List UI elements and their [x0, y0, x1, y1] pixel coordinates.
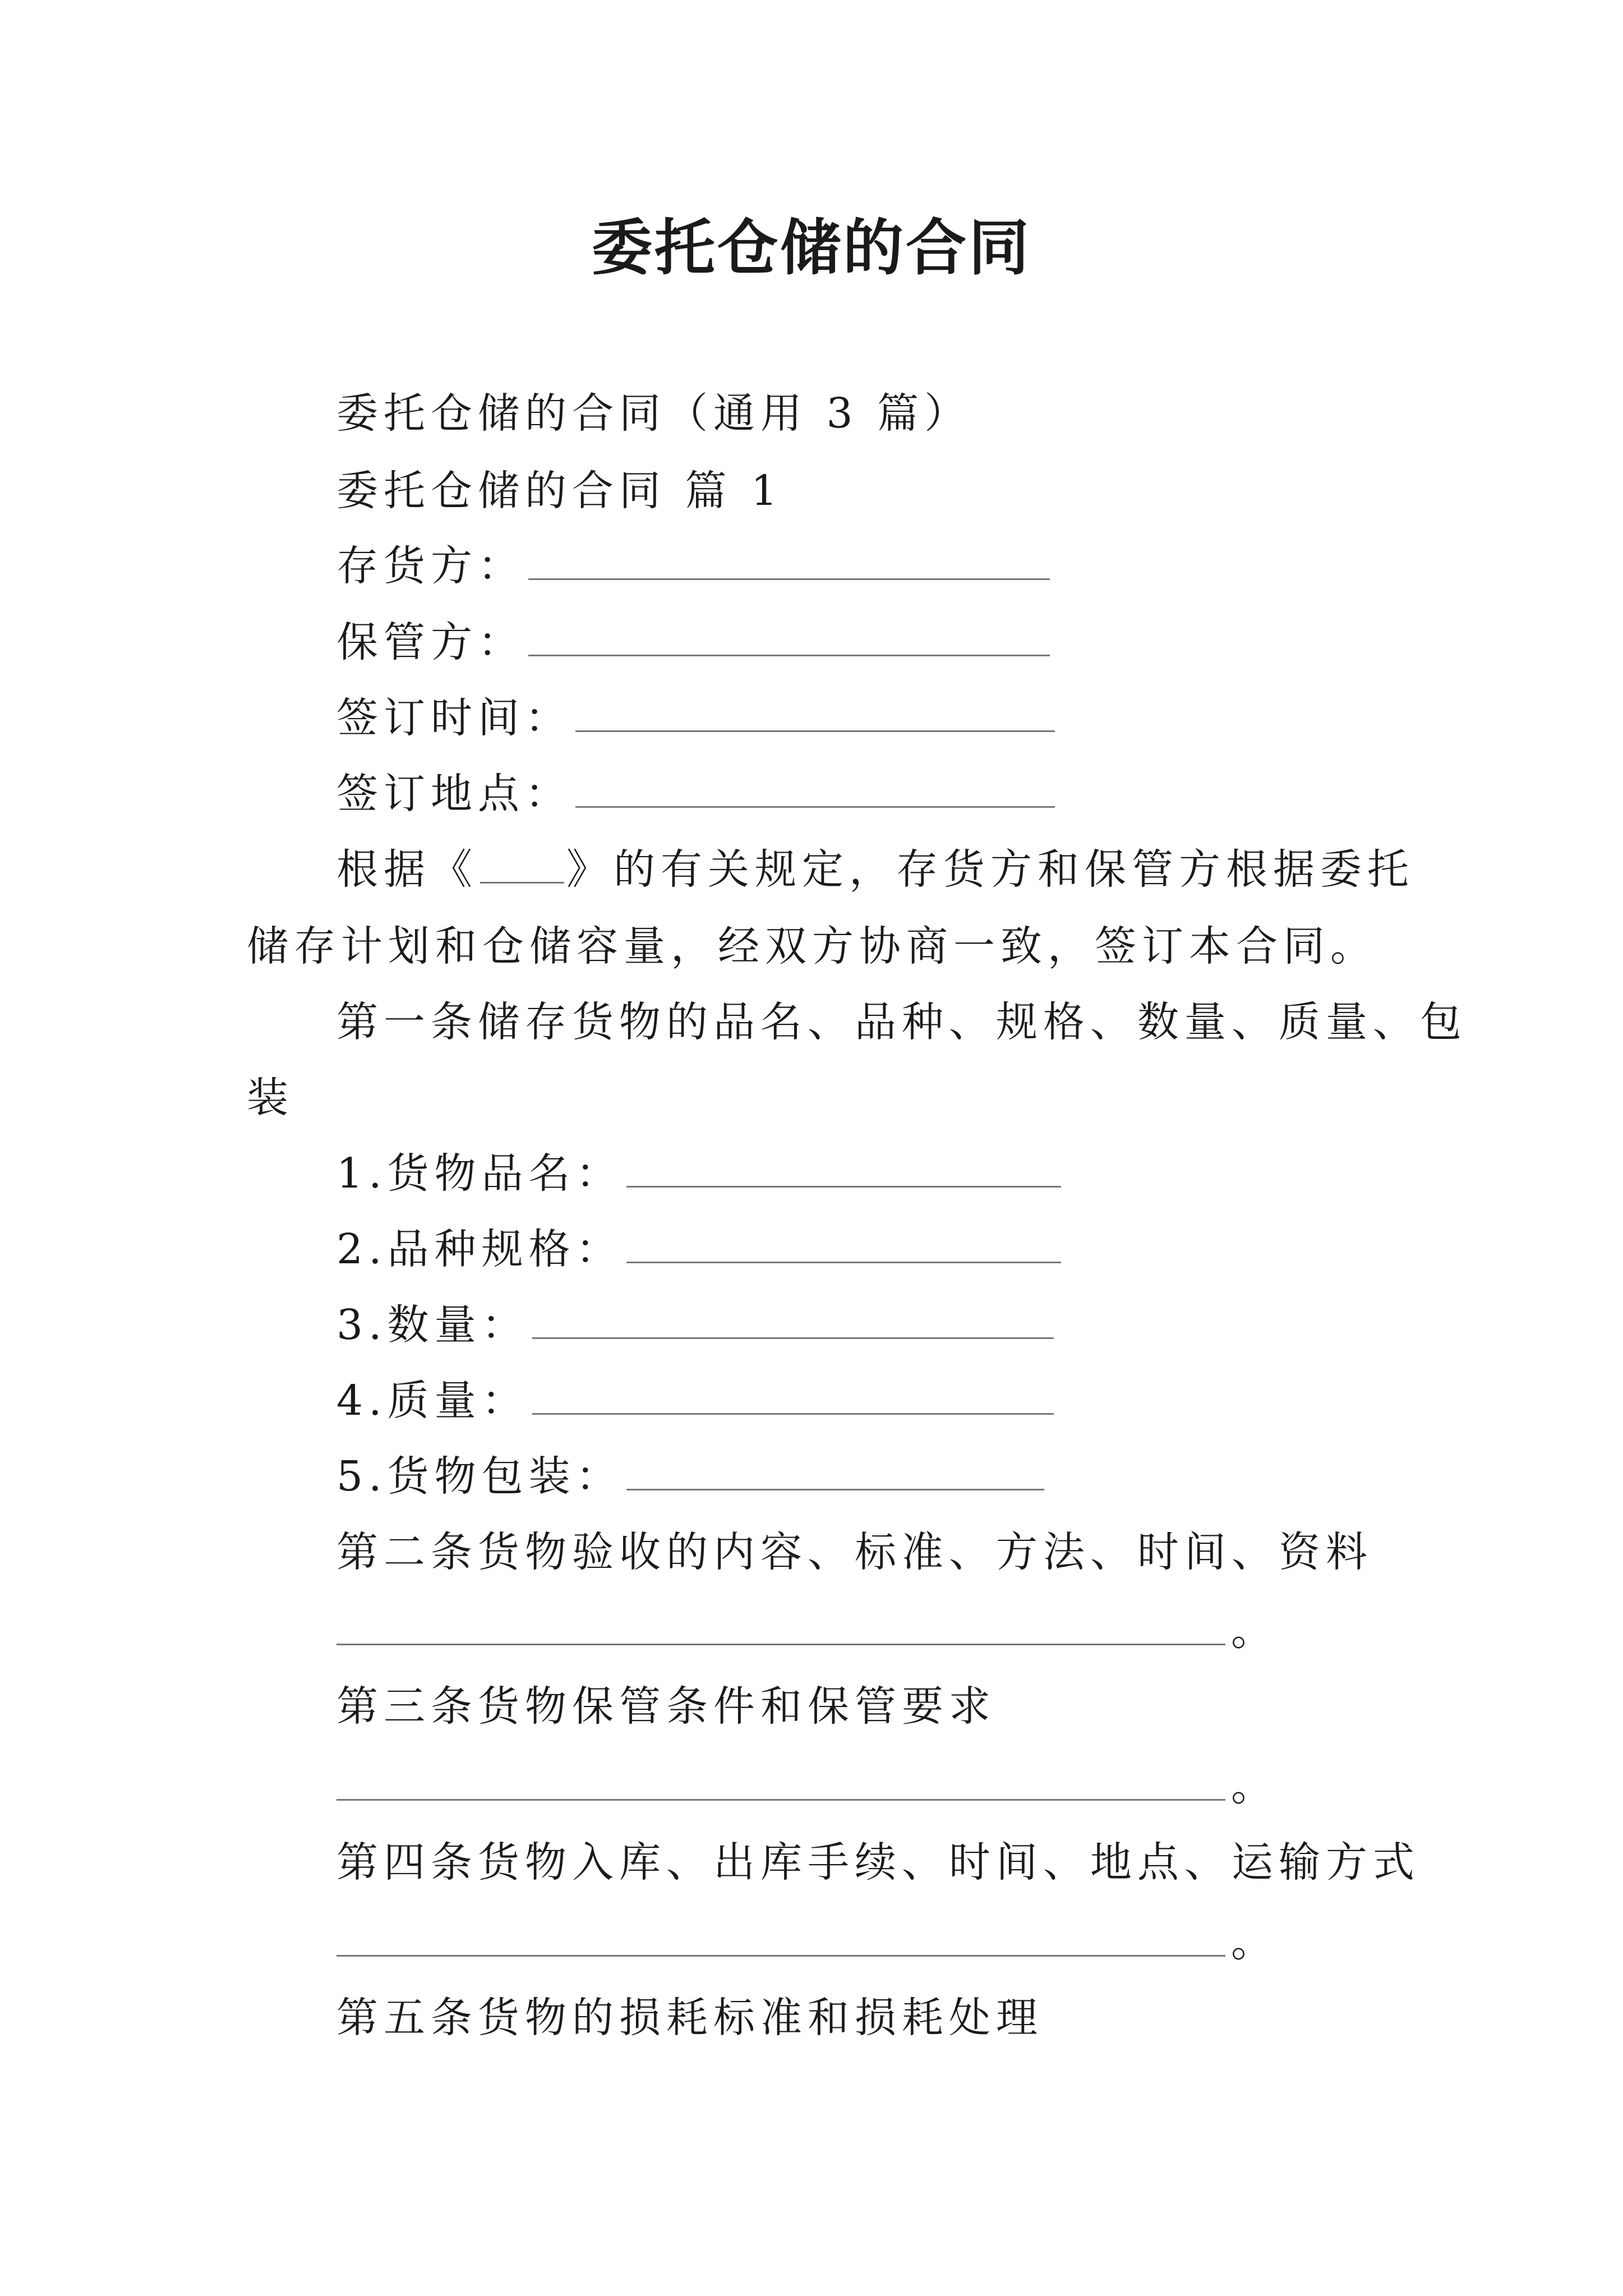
signing-place-field [336, 770, 1055, 818]
packaging-field [336, 1452, 1044, 1501]
quality-blank [532, 1409, 1054, 1415]
article-1-heading-cont: 装 [247, 1074, 294, 1122]
signing-time-label: 签订时间： [336, 694, 572, 742]
article-2-heading: 第二条货物验收的内容、标准、方法、时间、资料 [336, 1528, 1373, 1576]
article-3-period: 。 [1231, 1762, 1272, 1810]
quality-field [336, 1377, 1054, 1425]
variety-spec-blank [626, 1257, 1061, 1263]
subtitle-general: 委托仓储的合同（通用 3 篇） [336, 389, 972, 438]
custodian-blank [528, 650, 1050, 656]
article-3-heading: 第三条货物保管条件和保管要求 [336, 1682, 996, 1731]
article-1-heading: 第一条储存货物的品名、品种、规格、数量、质量、包 [336, 998, 1467, 1046]
quantity-field [336, 1301, 1054, 1349]
depositor-field [336, 542, 1050, 590]
article-2-blank [336, 1644, 1225, 1645]
custodian-field [336, 618, 1050, 666]
packaging-blank [626, 1484, 1044, 1490]
custodian-label: 保管方： [336, 618, 525, 666]
preamble-line-1 [336, 845, 1414, 894]
signing-time-blank [575, 726, 1055, 732]
article-4-heading: 第四条货物入库、出库手续、时间、地点、运输方式 [336, 1838, 1420, 1887]
depositor-label: 存货方： [336, 542, 525, 590]
article-4-blank [336, 1955, 1225, 1957]
law-name-blank [480, 877, 564, 884]
variety-spec-field [336, 1225, 1061, 1273]
article-5-heading: 第五条货物的损耗标准和损耗处理 [336, 1994, 1043, 2042]
preamble-text-end: 》的有关规定，存货方和保管方根据委托 [566, 845, 1414, 894]
preamble-text-start: 根据《 [336, 845, 478, 894]
goods-name-field [336, 1149, 1061, 1198]
quality-label: 4.质量： [336, 1377, 529, 1425]
article-4-period: 。 [1231, 1918, 1272, 1966]
packaging-label: 5.货物包装： [336, 1452, 623, 1501]
quantity-blank [532, 1333, 1054, 1339]
variety-spec-label: 2.品种规格： [336, 1225, 623, 1273]
signing-place-label: 签订地点： [336, 770, 572, 818]
signing-place-blank [575, 802, 1055, 808]
article-2-period: 。 [1231, 1607, 1272, 1655]
preamble-line-2: 储存计划和仓储容量，经双方协商一致，签订本合同。 [247, 922, 1377, 970]
section-heading-part-1: 委托仓储的合同 篇 1 [336, 467, 783, 515]
article-3-blank [336, 1799, 1225, 1801]
goods-name-blank [626, 1181, 1061, 1188]
depositor-blank [528, 574, 1050, 580]
signing-time-field [336, 694, 1055, 742]
quantity-label: 3.数量： [336, 1301, 529, 1349]
goods-name-label: 1.货物品名： [336, 1149, 623, 1198]
document-title: 委托仓储的合同 [591, 213, 1031, 283]
